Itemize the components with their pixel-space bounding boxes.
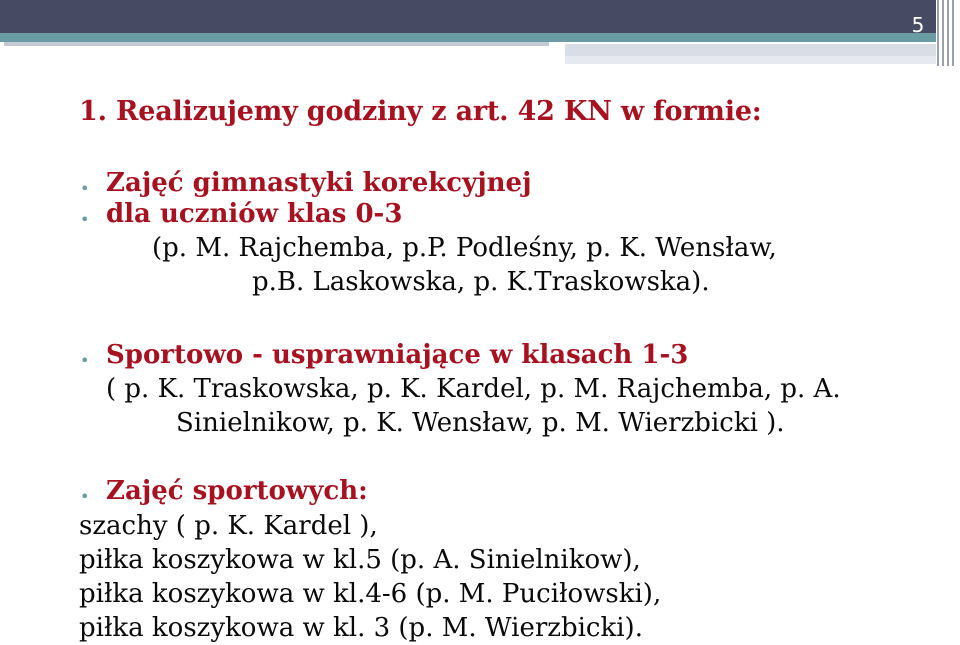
header-vline xyxy=(937,0,939,66)
item-title: dla uczniów klas 0-3 xyxy=(106,199,403,229)
header-band-teal xyxy=(0,33,936,42)
header-vline xyxy=(952,0,954,66)
item-detail: piłka koszykowa w kl.5 (p. A. Sinielnikow), xyxy=(79,545,641,575)
header-band-gray-left xyxy=(4,42,549,46)
item-detail: p.B. Laskowska, p. K.Traskowska). xyxy=(252,267,710,297)
item-detail: piłka koszykowa w kl. 3 (p. M. Wierzbicki). xyxy=(79,613,643,643)
item-title: Zajęć sportowych: xyxy=(106,476,368,506)
item-detail: ( p. K. Traskowska, p. K. Kardel, p. M. Rajchemba, p. A. xyxy=(106,374,841,404)
header-vline xyxy=(947,0,949,66)
bullet-icon xyxy=(80,356,90,366)
item-detail: Sinielnikow, p. K. Wensław, p. M. Wierzbicki ). xyxy=(176,408,785,438)
header-band-dark xyxy=(0,0,936,33)
item-detail: piłka koszykowa w kl.4-6 (p. M. Puciłowski), xyxy=(79,579,662,609)
header-vline xyxy=(942,0,944,66)
page-number: 5 xyxy=(911,13,925,37)
slide-heading: 1. Realizujemy godziny z art. 42 KN w formie: xyxy=(79,96,762,127)
item-detail: (p. M. Rajchemba, p.P. Podleśny, p. K. Wensław, xyxy=(152,233,777,263)
item-detail: szachy ( p. K. Kardel ), xyxy=(79,511,378,541)
item-title: Zajęć gimnastyki korekcyjnej xyxy=(106,168,532,198)
header-band-gray-right-lower xyxy=(565,56,936,64)
header-band xyxy=(0,0,960,66)
bullet-icon xyxy=(80,184,90,194)
bullet-icon xyxy=(80,215,90,225)
item-title: Sportowo - usprawniające w klasach 1-3 xyxy=(106,340,689,370)
bullet-icon xyxy=(80,492,90,502)
